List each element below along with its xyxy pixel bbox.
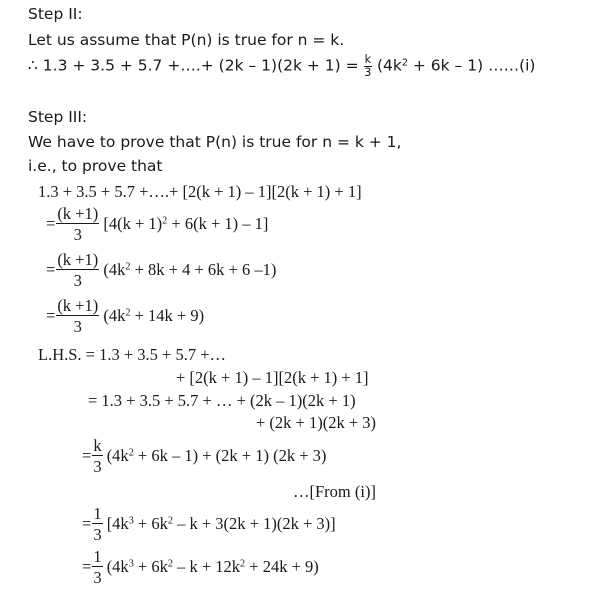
fraction-denominator: 3 bbox=[93, 568, 102, 588]
math-line-6-expr bbox=[107, 514, 336, 533]
expr-part: – k + 12k bbox=[172, 557, 241, 577]
expr-part: (4k bbox=[103, 306, 126, 326]
exponent: 2 bbox=[125, 307, 131, 319]
step3-prove-text: We have to prove that P(n) is true for n = k + 1, bbox=[28, 133, 402, 151]
expr-part: [4(k + 1) bbox=[103, 214, 163, 234]
expr-part: – k + 3(2k + 1)(2k + 3)] bbox=[172, 514, 336, 534]
expr-part: + 8k + 4 + 6k + 6 –1) bbox=[130, 260, 277, 280]
fraction-numerator: (k +1) bbox=[57, 296, 99, 315]
expr-part: (4k bbox=[103, 260, 126, 280]
math-line-5-expr bbox=[107, 446, 327, 465]
math-line-5 bbox=[82, 437, 326, 476]
expr-part: + 24k + 9) bbox=[245, 557, 319, 577]
math-line-2 bbox=[46, 205, 268, 244]
series-prefix: ∴ 1.3 + 3.5 + 5.7 +….+ (2k – 1)(2k + 1) = bbox=[28, 56, 364, 75]
lhs-line-2: + [2(k + 1) – 1][2(k + 1) + 1] bbox=[176, 368, 369, 387]
equals-sign: = bbox=[82, 557, 92, 577]
fraction-denominator: 3 bbox=[73, 225, 82, 245]
equals-sign: = bbox=[46, 260, 56, 280]
math-line-2-expr bbox=[103, 214, 268, 233]
one-over-3-fraction bbox=[92, 548, 102, 587]
k-over-3-fraction bbox=[92, 437, 102, 476]
exponent: 2 bbox=[128, 447, 134, 459]
fraction-denominator: 3 bbox=[73, 271, 82, 291]
equals-sign: = bbox=[82, 514, 92, 534]
expr-part: + 6k bbox=[133, 514, 168, 534]
equals-sign: = bbox=[82, 446, 92, 466]
expr-part: [4k bbox=[106, 514, 129, 534]
math-line-1: 1.3 + 3.5 + 5.7 +….+ [2(k + 1) – 1][2(k + 1) + 1] bbox=[38, 182, 362, 201]
from-i-reference: …[From (i)] bbox=[293, 482, 376, 501]
step2-assumption: Let us assume that P(n) is true for n = k. bbox=[28, 31, 345, 49]
exponent: 2 bbox=[401, 57, 408, 69]
lhs-line-3: = 1.3 + 3.5 + 5.7 + … + (2k – 1)(2k + 1) bbox=[88, 391, 356, 410]
exponent: 3 bbox=[128, 515, 134, 527]
fraction-numerator: (k +1) bbox=[57, 204, 99, 223]
expr-part: + 14k + 9) bbox=[130, 306, 205, 326]
math-line-4 bbox=[46, 297, 204, 336]
series-part-a: (4k bbox=[372, 56, 402, 75]
series-part-b: + 6k – 1) ……(i) bbox=[407, 56, 536, 75]
fraction-denominator: 3 bbox=[93, 525, 102, 545]
kp1-over-3-fraction bbox=[56, 297, 99, 336]
step3-heading: Step III: bbox=[28, 108, 88, 126]
fraction-numerator: (k +1) bbox=[57, 250, 99, 269]
math-line-6 bbox=[82, 505, 336, 544]
lhs-line-1: L.H.S. = 1.3 + 3.5 + 5.7 +… bbox=[38, 345, 227, 364]
expr-part: (4k bbox=[106, 446, 129, 466]
equals-sign: = bbox=[46, 214, 56, 234]
exponent: 2 bbox=[125, 261, 131, 273]
math-line-4-expr bbox=[103, 306, 204, 325]
kp1-over-3-fraction bbox=[56, 205, 99, 244]
math-line-7 bbox=[82, 548, 319, 587]
equals-sign: = bbox=[46, 306, 56, 326]
expr-part: + 6(k + 1) – 1] bbox=[167, 214, 269, 234]
math-line-7-expr bbox=[107, 557, 319, 576]
step2-series bbox=[28, 54, 535, 78]
one-over-3-fraction bbox=[92, 505, 102, 544]
fraction-numerator: 1 bbox=[93, 547, 102, 566]
fraction-numerator: k bbox=[364, 53, 372, 66]
math-line-3 bbox=[46, 251, 276, 290]
fraction-denominator: 3 bbox=[73, 317, 82, 337]
math-line-3-expr bbox=[103, 260, 276, 279]
exponent: 3 bbox=[128, 558, 134, 570]
fraction-numerator: k bbox=[93, 436, 102, 455]
kp1-over-3-fraction bbox=[56, 251, 99, 290]
expr-part: + 6k – 1) + (2k + 1) (2k + 3) bbox=[133, 446, 327, 466]
step3-ie-text: i.e., to prove that bbox=[28, 157, 163, 175]
fraction-denominator: 3 bbox=[93, 457, 102, 477]
exponent: 2 bbox=[240, 558, 246, 570]
exponent: 2 bbox=[162, 215, 168, 227]
expr-part: (4k bbox=[106, 557, 129, 577]
expr-part: + 6k bbox=[133, 557, 168, 577]
step2-heading: Step II: bbox=[28, 5, 83, 23]
exponent: 2 bbox=[167, 558, 173, 570]
fraction-denominator: 3 bbox=[364, 65, 372, 79]
lhs-line-4: + (2k + 1)(2k + 3) bbox=[256, 413, 377, 432]
exponent: 2 bbox=[167, 515, 173, 527]
k-over-3-fraction bbox=[364, 54, 372, 78]
fraction-numerator: 1 bbox=[93, 504, 102, 523]
